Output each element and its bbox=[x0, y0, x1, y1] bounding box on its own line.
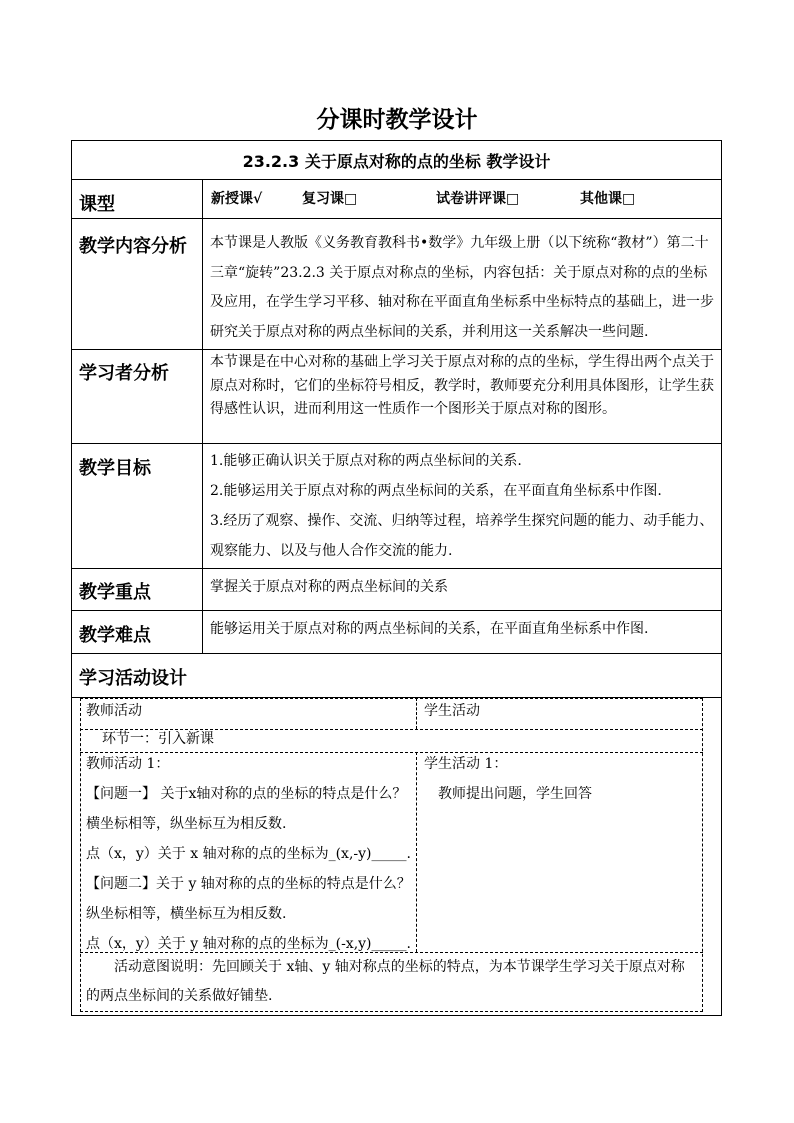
key-point-label: 教学重点 bbox=[79, 582, 151, 603]
lesson-type-label: 课型 bbox=[79, 194, 115, 215]
lesson-type-exam: 试卷讲评课□ bbox=[436, 191, 520, 207]
student-activity-title: 学生活动 1： bbox=[424, 756, 508, 772]
row-divider bbox=[72, 610, 721, 611]
activity-intent: 活动意图说明：先回顾关于 x轴、y 轴对称点的坐标的特点，为本节课学生学习关于原点对称的两点坐标间的关系做好铺垫. bbox=[86, 959, 685, 1004]
key-point-text: 掌握关于原点对称的两点坐标间的关系 bbox=[210, 579, 448, 595]
teacher-activity-line: 点（x，y）关于 x 轴对称的点的坐标为_(x,-y)_____. bbox=[86, 846, 411, 862]
design-table bbox=[71, 140, 722, 1016]
column-divider bbox=[202, 179, 203, 653]
row-divider bbox=[72, 179, 721, 180]
row-divider bbox=[72, 568, 721, 569]
section-title: 环节一：引入新课 bbox=[102, 731, 214, 747]
row-divider bbox=[72, 443, 721, 444]
teacher-activity-line: 横坐标相等，纵坐标互为相反数. bbox=[86, 816, 287, 832]
objectives-list bbox=[210, 446, 718, 566]
objective-item: 2.能够运用关于原点对称的两点坐标间的关系，在平面直角坐标系中作图. bbox=[210, 483, 662, 499]
row-divider bbox=[72, 653, 721, 654]
page-title: 分课时教学设计 bbox=[316, 107, 478, 133]
difficulty-text: 能够运用关于原点对称的两点坐标间的关系，在平面直角坐标系中作图. bbox=[210, 621, 649, 637]
teacher-activity-line: 纵坐标相等，横坐标互为相反数. bbox=[86, 906, 287, 922]
difficulty-label: 教学难点 bbox=[79, 625, 151, 646]
teacher-activity-header: 教师活动 bbox=[86, 703, 142, 719]
objective-item: 3.经历了观察、操作、交流、归纳等过程，培养学生探究问题的能力、动手能力、观察能力、以及与他人合作交流的能力. bbox=[210, 513, 714, 559]
lesson-type-other: 其他课□ bbox=[580, 191, 636, 207]
teacher-activity-line: 点（x，y）关于 y 轴对称的点的坐标为_(-x,y)_____. bbox=[86, 936, 411, 952]
teacher-activity-title: 教师活动 1： bbox=[86, 756, 170, 772]
row-divider bbox=[72, 349, 721, 350]
activity-column-divider bbox=[416, 752, 417, 952]
teacher-activity-1 bbox=[86, 749, 412, 959]
teacher-activity-line: 【问题一】 关于x轴对称的点的坐标的特点是什么？ bbox=[86, 786, 407, 802]
student-activity-text: 教师提出问题，学生回答 bbox=[438, 786, 592, 802]
lesson-type-new: 新授课√ bbox=[211, 191, 263, 207]
learner-analysis-text: 本节课是在中心对称的基础上学习关于原点对称的点的坐标，学生得出两个点关于原点对称时，它们的坐标符号相反，教学时，教师要充分利用具体图形，让学生获得感性认识，进而利用这一性质作一个图形关于原点对称的图形。 bbox=[210, 354, 714, 417]
content-analysis-label: 教学内容分析 bbox=[79, 236, 187, 257]
student-activity-header: 学生活动 bbox=[424, 703, 480, 719]
activity-column-divider bbox=[416, 698, 417, 729]
activity-design-label: 学习活动设计 bbox=[79, 668, 187, 689]
learner-analysis-label: 学习者分析 bbox=[79, 363, 169, 384]
objective-item: 1.能够正确认识关于原点对称的两点坐标间的关系. bbox=[210, 453, 522, 469]
teacher-activity-line: 【问题二】关于 y 轴对称的点的坐标的特点是什么？ bbox=[86, 876, 411, 892]
design-title: 23.2.3 关于原点对称的点的坐标 教学设计 bbox=[242, 152, 551, 171]
row-divider bbox=[72, 218, 721, 219]
objectives-label: 教学目标 bbox=[79, 458, 151, 479]
lesson-type-review: 复习课□ bbox=[302, 191, 358, 207]
content-analysis-text: 本节课是人教版《义务教育教科书•数学》九年级上册（以下统称“教材”）第二十三章“旋转”23.2.3 关于原点对称点的坐标，内容包括：关于原点对称的点的坐标及应用，在学生学习平移、轴对称在平面直角坐标系中坐标特点的基础上，进一步研究关于原点对称的两点坐标间的关系，并利用这一关系解决一些问题. bbox=[210, 235, 714, 340]
student-activity-1 bbox=[424, 749, 694, 809]
